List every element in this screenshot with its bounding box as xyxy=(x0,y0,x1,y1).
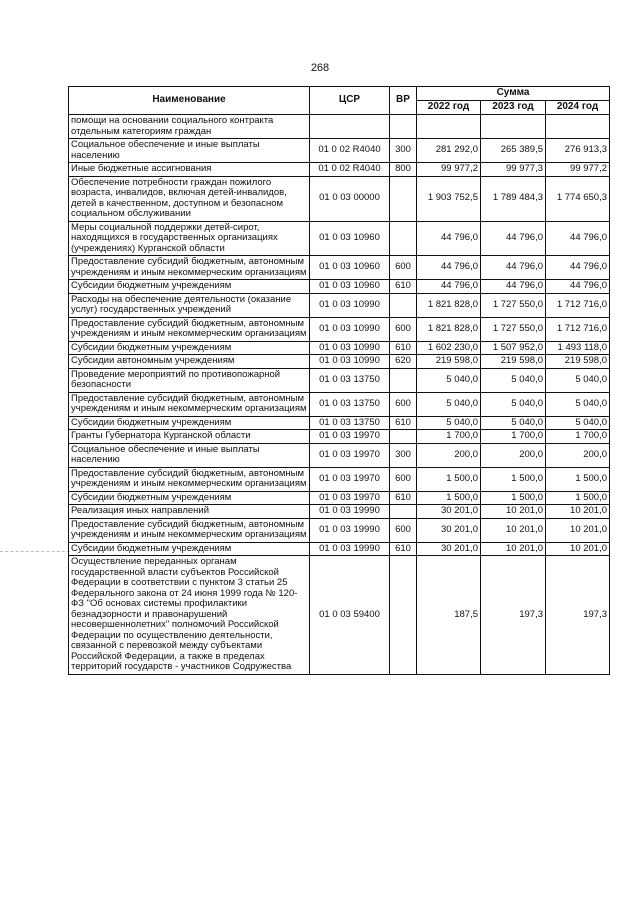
table-row xyxy=(69,221,610,256)
row-vr-cell: 610 xyxy=(390,341,417,355)
table-header xyxy=(69,87,610,115)
row-sum-2023-cell: 1 500,0 xyxy=(481,467,546,491)
row-csr-cell: 01 0 03 10990 xyxy=(310,341,390,355)
row-vr-cell: 600 xyxy=(390,518,417,542)
row-sum-2022-cell: 281 292,0 xyxy=(417,139,481,163)
row-vr-cell: 610 xyxy=(390,280,417,294)
row-vr-cell: 800 xyxy=(390,163,417,177)
header-sum: Сумма xyxy=(417,87,610,101)
row-sum-2023-cell: 197,3 xyxy=(481,556,546,675)
table-row xyxy=(69,293,610,317)
row-vr-cell: 300 xyxy=(390,443,417,467)
table-body xyxy=(69,115,610,675)
row-vr-cell xyxy=(390,556,417,675)
row-sum-2023-cell: 10 201,0 xyxy=(481,505,546,519)
row-sum-2022-cell: 44 796,0 xyxy=(417,256,481,280)
table-row xyxy=(69,176,610,221)
row-vr-cell xyxy=(390,368,417,392)
row-sum-2022-cell: 1 602 230,0 xyxy=(417,341,481,355)
row-vr-cell xyxy=(390,430,417,444)
header-csr: ЦСР xyxy=(310,87,390,115)
header-name: Наименование xyxy=(69,87,310,115)
row-sum-2024-cell: 219 598,0 xyxy=(546,355,610,369)
row-csr-cell: 01 0 03 13750 xyxy=(310,368,390,392)
row-name-cell: Социальное обеспечение и иные выплаты населению xyxy=(69,139,310,163)
page-number: 268 xyxy=(310,62,330,74)
scan-artifact-line xyxy=(0,551,70,552)
table-row xyxy=(69,163,610,177)
row-sum-2024-cell: 1 493 118,0 xyxy=(546,341,610,355)
row-name-cell: Проведение мероприятий по противопожарной безопасности xyxy=(69,368,310,392)
row-name-cell: Субсидии автономным учреждениям xyxy=(69,355,310,369)
row-sum-2024-cell: 44 796,0 xyxy=(546,221,610,256)
row-sum-2024-cell: 1 500,0 xyxy=(546,467,610,491)
row-sum-2024-cell: 1 700,0 xyxy=(546,430,610,444)
row-sum-2024-cell: 276 913,3 xyxy=(546,139,610,163)
row-sum-2023-cell xyxy=(481,115,546,139)
row-sum-2022-cell: 1 500,0 xyxy=(417,491,481,505)
row-vr-cell: 620 xyxy=(390,355,417,369)
row-name-cell: Реализация иных направлений xyxy=(69,505,310,519)
row-name-cell: Обеспечение потребности граждан пожилого возраста, инвалидов, включая детей-инвалидов, детей в качественном, доступном и безопасном социальном обслуживании xyxy=(69,176,310,221)
budget-table xyxy=(68,86,610,675)
row-name-cell: Предоставление субсидий бюджетным, автономным учреждениям и иным некоммерческим организациям xyxy=(69,392,310,416)
row-sum-2023-cell: 10 201,0 xyxy=(481,542,546,556)
table-row xyxy=(69,392,610,416)
row-name-cell: Гранты Губернатора Курганской области xyxy=(69,430,310,444)
row-sum-2022-cell: 200,0 xyxy=(417,443,481,467)
row-sum-2023-cell: 1 500,0 xyxy=(481,491,546,505)
row-sum-2023-cell: 5 040,0 xyxy=(481,368,546,392)
table-row xyxy=(69,355,610,369)
header-vr: ВР xyxy=(390,87,417,115)
row-sum-2022-cell: 1 821 828,0 xyxy=(417,317,481,341)
table-row xyxy=(69,317,610,341)
row-sum-2023-cell: 1 727 550,0 xyxy=(481,317,546,341)
row-name-cell: Субсидии бюджетным учреждениям xyxy=(69,542,310,556)
row-name-cell: помощи на основании социального контракта отдельным категориям граждан xyxy=(69,115,310,139)
table-row xyxy=(69,467,610,491)
row-sum-2023-cell: 5 040,0 xyxy=(481,392,546,416)
row-sum-2022-cell: 30 201,0 xyxy=(417,518,481,542)
row-vr-cell xyxy=(390,221,417,256)
row-csr-cell xyxy=(310,115,390,139)
row-name-cell: Осуществление переданных органам государственной власти субъектов Российской Федерации в соответствии с пунктом 3 статьи 25 Федерального закона от 24 июня 1999 года № 120-ФЗ "Об основах системы профилактики безнадзорности и правонарушений несовершеннолетних" полномочий Российской Федерации по осуществлению деятельности, связанной с перевозкой между субъектами Российской Федерации, а также в пределах территорий государств - участников Содружества xyxy=(69,556,310,675)
row-vr-cell: 610 xyxy=(390,491,417,505)
row-sum-2024-cell: 44 796,0 xyxy=(546,256,610,280)
row-vr-cell: 610 xyxy=(390,416,417,430)
row-sum-2022-cell: 1 500,0 xyxy=(417,467,481,491)
row-sum-2022-cell: 5 040,0 xyxy=(417,368,481,392)
row-name-cell: Субсидии бюджетным учреждениям xyxy=(69,341,310,355)
row-csr-cell: 01 0 03 10990 xyxy=(310,293,390,317)
row-sum-2022-cell: 219 598,0 xyxy=(417,355,481,369)
row-name-cell: Меры социальной поддержки детей-сирот, находящихся в государственных организациях (учреждениях) Курганской области xyxy=(69,221,310,256)
table-row xyxy=(69,139,610,163)
row-sum-2023-cell: 265 389,5 xyxy=(481,139,546,163)
table-row xyxy=(69,443,610,467)
row-csr-cell: 01 0 02 R4040 xyxy=(310,163,390,177)
row-vr-cell: 610 xyxy=(390,542,417,556)
row-name-cell: Предоставление субсидий бюджетным, автономным учреждениям и иным некоммерческим организациям xyxy=(69,256,310,280)
row-csr-cell: 01 0 03 00000 xyxy=(310,176,390,221)
row-sum-2024-cell: 197,3 xyxy=(546,556,610,675)
table-row xyxy=(69,256,610,280)
row-csr-cell: 01 0 03 19970 xyxy=(310,491,390,505)
row-sum-2022-cell: 1 700,0 xyxy=(417,430,481,444)
row-csr-cell: 01 0 03 59400 xyxy=(310,556,390,675)
row-sum-2023-cell: 1 507 952,0 xyxy=(481,341,546,355)
row-vr-cell xyxy=(390,176,417,221)
row-name-cell: Предоставление субсидий бюджетным, автономным учреждениям и иным некоммерческим организациям xyxy=(69,518,310,542)
row-name-cell: Предоставление субсидий бюджетным, автономным учреждениям и иным некоммерческим организациям xyxy=(69,467,310,491)
row-name-cell: Субсидии бюджетным учреждениям xyxy=(69,416,310,430)
row-csr-cell: 01 0 03 10990 xyxy=(310,355,390,369)
row-sum-2024-cell: 1 774 650,3 xyxy=(546,176,610,221)
row-sum-2024-cell: 200,0 xyxy=(546,443,610,467)
row-name-cell: Субсидии бюджетным учреждениям xyxy=(69,280,310,294)
table-row xyxy=(69,341,610,355)
row-vr-cell: 600 xyxy=(390,392,417,416)
header-year-2024: 2024 год xyxy=(546,101,610,115)
row-sum-2023-cell: 1 700,0 xyxy=(481,430,546,444)
table-row xyxy=(69,115,610,139)
row-sum-2022-cell: 1 903 752,5 xyxy=(417,176,481,221)
row-csr-cell: 01 0 03 19990 xyxy=(310,505,390,519)
row-csr-cell: 01 0 03 10960 xyxy=(310,256,390,280)
table-row xyxy=(69,368,610,392)
row-name-cell: Предоставление субсидий бюджетным, автономным учреждениям и иным некоммерческим организациям xyxy=(69,317,310,341)
row-sum-2023-cell: 99 977,3 xyxy=(481,163,546,177)
row-csr-cell: 01 0 03 10960 xyxy=(310,280,390,294)
row-sum-2022-cell: 5 040,0 xyxy=(417,392,481,416)
row-sum-2024-cell: 10 201,0 xyxy=(546,542,610,556)
row-sum-2024-cell: 5 040,0 xyxy=(546,416,610,430)
row-sum-2023-cell: 219 598,0 xyxy=(481,355,546,369)
row-csr-cell: 01 0 03 19970 xyxy=(310,467,390,491)
row-csr-cell: 01 0 03 10960 xyxy=(310,221,390,256)
row-sum-2023-cell: 10 201,0 xyxy=(481,518,546,542)
table-row xyxy=(69,430,610,444)
row-sum-2022-cell: 187,5 xyxy=(417,556,481,675)
row-sum-2023-cell: 200,0 xyxy=(481,443,546,467)
row-sum-2023-cell: 44 796,0 xyxy=(481,280,546,294)
row-sum-2023-cell: 1 789 484,3 xyxy=(481,176,546,221)
row-csr-cell: 01 0 02 R4040 xyxy=(310,139,390,163)
row-sum-2022-cell: 30 201,0 xyxy=(417,505,481,519)
table-row xyxy=(69,416,610,430)
row-sum-2024-cell: 10 201,0 xyxy=(546,518,610,542)
row-sum-2024-cell: 10 201,0 xyxy=(546,505,610,519)
row-vr-cell xyxy=(390,505,417,519)
table-row xyxy=(69,518,610,542)
row-sum-2024-cell: 1 500,0 xyxy=(546,491,610,505)
row-csr-cell: 01 0 03 10990 xyxy=(310,317,390,341)
row-sum-2023-cell: 44 796,0 xyxy=(481,221,546,256)
row-name-cell: Субсидии бюджетным учреждениям xyxy=(69,491,310,505)
row-sum-2023-cell: 44 796,0 xyxy=(481,256,546,280)
row-sum-2024-cell: 44 796,0 xyxy=(546,280,610,294)
row-sum-2022-cell: 5 040,0 xyxy=(417,416,481,430)
row-sum-2022-cell: 99 977,2 xyxy=(417,163,481,177)
row-sum-2023-cell: 5 040,0 xyxy=(481,416,546,430)
row-csr-cell: 01 0 03 19970 xyxy=(310,430,390,444)
header-year-2022: 2022 год xyxy=(417,101,481,115)
row-sum-2022-cell: 1 821 828,0 xyxy=(417,293,481,317)
row-sum-2024-cell: 5 040,0 xyxy=(546,392,610,416)
row-csr-cell: 01 0 03 13750 xyxy=(310,416,390,430)
table-row xyxy=(69,280,610,294)
row-csr-cell: 01 0 03 13750 xyxy=(310,392,390,416)
row-vr-cell: 600 xyxy=(390,467,417,491)
row-sum-2022-cell: 44 796,0 xyxy=(417,280,481,294)
row-sum-2024-cell: 1 712 716,0 xyxy=(546,317,610,341)
row-sum-2024-cell: 99 977,2 xyxy=(546,163,610,177)
row-vr-cell xyxy=(390,115,417,139)
row-sum-2023-cell: 1 727 550,0 xyxy=(481,293,546,317)
row-csr-cell: 01 0 03 19970 xyxy=(310,443,390,467)
row-name-cell: Расходы на обеспечение деятельности (оказание услуг) государственных учреждений xyxy=(69,293,310,317)
row-vr-cell: 600 xyxy=(390,256,417,280)
row-sum-2022-cell xyxy=(417,115,481,139)
row-vr-cell: 600 xyxy=(390,317,417,341)
row-sum-2022-cell: 44 796,0 xyxy=(417,221,481,256)
row-sum-2024-cell: 1 712 716,0 xyxy=(546,293,610,317)
header-year-2023: 2023 год xyxy=(481,101,546,115)
table-row xyxy=(69,556,610,675)
row-csr-cell: 01 0 03 19990 xyxy=(310,542,390,556)
table-row xyxy=(69,491,610,505)
row-csr-cell: 01 0 03 19990 xyxy=(310,518,390,542)
row-vr-cell xyxy=(390,293,417,317)
row-sum-2024-cell: 5 040,0 xyxy=(546,368,610,392)
table-row xyxy=(69,505,610,519)
table-row xyxy=(69,542,610,556)
row-vr-cell: 300 xyxy=(390,139,417,163)
row-name-cell: Социальное обеспечение и иные выплаты населению xyxy=(69,443,310,467)
row-sum-2024-cell xyxy=(546,115,610,139)
row-name-cell: Иные бюджетные ассигнования xyxy=(69,163,310,177)
row-sum-2022-cell: 30 201,0 xyxy=(417,542,481,556)
